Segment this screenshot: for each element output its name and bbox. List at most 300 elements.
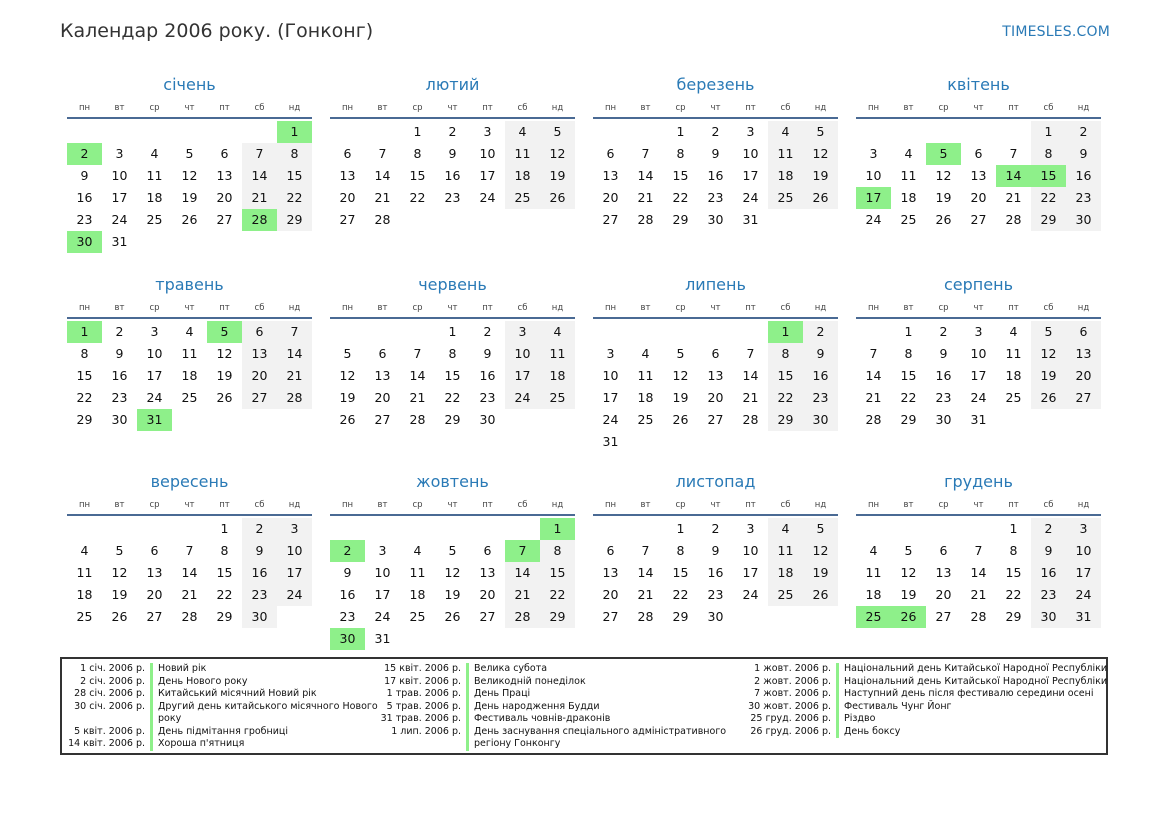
day-cell: 23 (111, 390, 128, 405)
day-cell: 23 (444, 190, 461, 205)
day-cell: 10 (111, 168, 128, 183)
empty-cell (663, 321, 698, 343)
weekday-label: нд (288, 303, 301, 313)
day-cell: 13 (1066, 343, 1101, 365)
day-cell: 25 (768, 187, 803, 209)
weekday-label: ср (412, 500, 423, 510)
weekday-label: ср (149, 103, 160, 113)
empty-cell (330, 518, 365, 540)
weekday-header (67, 499, 312, 516)
day-cell: 28 (277, 387, 312, 409)
month-7 (593, 274, 838, 471)
day-cell: 20 (242, 365, 277, 387)
legend-item (380, 726, 726, 751)
weekday-label: ср (938, 500, 949, 510)
day-cell: 18 (1005, 368, 1022, 383)
weekday-label: сб (780, 500, 791, 510)
empty-cell (961, 121, 996, 143)
day-cell: 4 (505, 121, 540, 143)
day-cell: 3 (746, 521, 755, 536)
legend-holiday-name (158, 663, 206, 676)
weekday-label: чт (710, 303, 721, 313)
days-grid (856, 518, 1101, 628)
weekday-label: чт (973, 303, 984, 313)
day-cell: 21 (865, 390, 882, 405)
empty-cell (593, 321, 628, 343)
legend-date: 14 квіт. 2006 р. (68, 738, 145, 749)
day-cell: 9 (803, 343, 838, 365)
weekday-label: пн (604, 500, 617, 510)
empty-cell (856, 321, 891, 343)
weekday-label: чт (447, 500, 458, 510)
day-cell: 25 (505, 187, 540, 209)
day-cell: 21 (242, 187, 277, 209)
month-name: жовтень (416, 472, 489, 491)
empty-cell (505, 518, 540, 540)
day-cell: 16 (803, 365, 838, 387)
day-cell: 18 (540, 365, 575, 387)
day-cell: 29 (444, 412, 461, 427)
legend-column (380, 663, 726, 751)
day-cell: 23 (1066, 187, 1101, 209)
day-cell: 24 (602, 412, 619, 427)
day-cell: 28 (637, 609, 654, 624)
weekday-header (856, 302, 1101, 319)
day-cell: 28 (505, 606, 540, 628)
day-cell: 5 (343, 346, 352, 361)
day-cell: 17 (742, 565, 759, 580)
day-cell: 24 (111, 212, 128, 227)
empty-cell (593, 518, 628, 540)
legend-holiday-name (158, 726, 288, 739)
weekday-label: ср (675, 500, 686, 510)
weekday-label: нд (288, 103, 301, 113)
month-name: вересень (150, 472, 229, 491)
day-cell: 10 (277, 540, 312, 562)
day-cell: 21 (505, 584, 540, 606)
legend-holiday-name (158, 738, 244, 751)
day-cell: 30 (330, 628, 365, 650)
day-cell: 29 (672, 609, 689, 624)
day-cell: 29 (76, 412, 93, 427)
day-cell: 25 (409, 609, 426, 624)
day-cell: 11 (900, 168, 917, 183)
day-cell: 26 (672, 412, 689, 427)
day-cell: 6 (606, 146, 615, 161)
legend-name-line: Велика субота (474, 663, 548, 674)
day-cell: 7 (242, 143, 277, 165)
day-cell: 20 (602, 190, 619, 205)
day-cell: 25 (540, 387, 575, 409)
day-cell: 2 (483, 324, 492, 339)
weekday-label: вт (114, 500, 125, 510)
day-cell: 18 (900, 190, 917, 205)
day-cell: 27 (242, 387, 277, 409)
day-cell: 22 (540, 584, 575, 606)
month-name: липень (685, 275, 746, 294)
day-cell: 4 (80, 543, 89, 558)
day-cell: 19 (339, 390, 356, 405)
day-cell: 17 (479, 168, 496, 183)
day-cell: 2 (242, 518, 277, 540)
day-cell: 21 (409, 390, 426, 405)
day-cell: 22 (1031, 187, 1066, 209)
day-cell: 29 (540, 606, 575, 628)
day-cell: 24 (742, 587, 759, 602)
day-cell: 3 (869, 146, 878, 161)
day-cell: 30 (479, 412, 496, 427)
day-cell: 6 (939, 543, 948, 558)
day-cell: 9 (939, 346, 948, 361)
legend-column (66, 663, 378, 751)
legend-date: 1 лип. 2006 р. (391, 725, 461, 737)
day-cell: 7 (413, 346, 422, 361)
legend-holiday-name (474, 726, 726, 751)
holiday-marker (150, 688, 153, 701)
day-cell: 31 (1066, 606, 1101, 628)
legend-date: 17 квіт. 2006 р. (384, 675, 461, 687)
day-cell: 16 (707, 565, 724, 580)
day-cell: 28 (181, 609, 198, 624)
day-cell: 9 (1066, 143, 1101, 165)
day-cell: 9 (448, 146, 457, 161)
day-cell: 20 (602, 587, 619, 602)
day-cell: 19 (900, 587, 917, 602)
month-12 (856, 471, 1101, 668)
day-cell: 17 (277, 562, 312, 584)
empty-cell (172, 121, 207, 143)
days-grid (67, 121, 312, 253)
day-cell: 22 (672, 587, 689, 602)
legend-item (66, 701, 378, 726)
weekday-label: пн (604, 103, 617, 113)
calendar-grid (67, 74, 1103, 668)
legend-name-line: День підмітання гробниці (158, 725, 289, 737)
day-cell: 27 (1066, 387, 1101, 409)
weekday-label: пт (482, 500, 493, 510)
legend-item (380, 701, 726, 714)
day-cell: 3 (378, 543, 387, 558)
legend-name-line: День народження Будди (474, 700, 600, 712)
weekday-label: пн (341, 303, 354, 313)
day-cell: 5 (540, 121, 575, 143)
day-cell: 23 (1031, 584, 1066, 606)
empty-cell (961, 518, 996, 540)
day-cell: 4 (641, 346, 650, 361)
day-cell: 9 (242, 540, 277, 562)
weekday-header (67, 302, 312, 319)
holiday-legend (60, 657, 1108, 755)
day-cell: 15 (444, 368, 461, 383)
day-cell: 3 (1066, 518, 1101, 540)
day-cell: 18 (409, 587, 426, 602)
holiday-marker (466, 726, 469, 751)
day-cell: 12 (803, 143, 838, 165)
day-cell: 28 (865, 412, 882, 427)
day-cell: 1 (413, 124, 422, 139)
weekday-label: вт (377, 303, 388, 313)
day-cell: 2 (711, 124, 720, 139)
day-cell: 21 (277, 365, 312, 387)
month-4 (856, 74, 1101, 274)
day-cell: 1 (1009, 521, 1018, 536)
day-cell: 22 (444, 390, 461, 405)
day-cell: 12 (444, 565, 461, 580)
weekday-label: пт (1008, 303, 1019, 313)
day-cell: 4 (869, 543, 878, 558)
day-cell: 12 (900, 565, 917, 580)
day-cell: 26 (339, 412, 356, 427)
day-cell: 22 (900, 390, 917, 405)
day-cell: 13 (707, 368, 724, 383)
day-cell: 3 (277, 518, 312, 540)
day-cell: 3 (150, 324, 159, 339)
day-cell: 26 (444, 609, 461, 624)
day-cell: 14 (970, 565, 987, 580)
legend-name-line: Наступний день після фестивалю середини осені (844, 688, 1094, 699)
empty-cell (330, 321, 365, 343)
day-cell: 27 (935, 609, 952, 624)
day-cell: 27 (146, 609, 163, 624)
legend-name-line: Фестиваль човнів-драконів (474, 713, 611, 724)
day-cell: 13 (602, 168, 619, 183)
day-cell: 27 (707, 412, 724, 427)
legend-item (380, 688, 726, 701)
day-cell: 10 (602, 368, 619, 383)
day-cell: 8 (80, 346, 89, 361)
weekday-label: чт (710, 500, 721, 510)
day-cell: 12 (672, 368, 689, 383)
day-cell: 10 (1066, 540, 1101, 562)
day-cell: 24 (374, 609, 391, 624)
legend-name-line: День Праці (474, 688, 531, 699)
day-cell: 26 (540, 187, 575, 209)
day-cell: 17 (505, 365, 540, 387)
month-name: червень (418, 275, 487, 294)
day-cell: 10 (742, 543, 759, 558)
legend-date: 28 січ. 2006 р. (74, 688, 145, 699)
legend-item (66, 676, 378, 689)
legend-name-line: Національний день Китайської Народної Республіки (844, 663, 1108, 674)
weekday-label: вт (640, 500, 651, 510)
day-cell: 19 (672, 390, 689, 405)
day-cell: 11 (1005, 346, 1022, 361)
day-cell: 11 (768, 143, 803, 165)
day-cell: 14 (865, 368, 882, 383)
day-cell: 25 (146, 212, 163, 227)
month-name: квітень (947, 75, 1010, 94)
weekday-label: нд (551, 103, 564, 113)
days-grid (330, 121, 575, 231)
day-cell: 19 (540, 165, 575, 187)
day-cell: 14 (505, 562, 540, 584)
weekday-label: чт (973, 103, 984, 113)
empty-cell (102, 121, 137, 143)
empty-cell (996, 121, 1031, 143)
day-cell: 30 (935, 412, 952, 427)
legend-name-line: Другий день китайського місячного Нового (158, 700, 378, 712)
weekday-label: чт (184, 500, 195, 510)
days-grid (593, 121, 838, 231)
day-cell: 19 (1031, 365, 1066, 387)
weekday-label: пн (867, 103, 880, 113)
day-cell: 13 (374, 368, 391, 383)
weekday-label: пт (745, 500, 756, 510)
weekday-label: сб (1043, 303, 1054, 313)
day-cell: 11 (409, 565, 426, 580)
day-cell: 9 (483, 346, 492, 361)
day-cell: 10 (505, 343, 540, 365)
empty-cell (242, 121, 277, 143)
day-cell: 19 (444, 587, 461, 602)
site-link[interactable]: TIMESLES.COM (1002, 24, 1110, 40)
empty-cell (435, 518, 470, 540)
day-cell: 12 (181, 168, 198, 183)
day-cell: 22 (277, 187, 312, 209)
day-cell: 18 (637, 390, 654, 405)
day-cell: 20 (935, 587, 952, 602)
day-cell: 8 (768, 343, 803, 365)
day-cell: 26 (216, 390, 233, 405)
day-cell: 4 (768, 518, 803, 540)
legend-holiday-name (844, 663, 1107, 676)
day-cell: 13 (479, 565, 496, 580)
weekday-label: ср (412, 103, 423, 113)
day-cell: 28 (1005, 212, 1022, 227)
day-cell: 11 (637, 368, 654, 383)
day-cell: 1 (277, 121, 312, 143)
day-cell: 14 (637, 168, 654, 183)
weekday-label: сб (254, 103, 265, 113)
day-cell: 17 (856, 187, 891, 209)
empty-cell (856, 518, 891, 540)
weekday-label: пт (745, 103, 756, 113)
day-cell: 5 (676, 346, 685, 361)
day-cell: 7 (277, 321, 312, 343)
day-cell: 10 (742, 146, 759, 161)
day-cell: 13 (216, 168, 233, 183)
legend-date: 1 трав. 2006 р. (386, 688, 461, 699)
empty-cell (628, 121, 663, 143)
day-cell: 6 (242, 321, 277, 343)
weekday-label: вт (903, 103, 914, 113)
weekday-label: сб (780, 103, 791, 113)
day-cell: 28 (374, 212, 391, 227)
day-cell: 10 (374, 565, 391, 580)
day-cell: 20 (970, 190, 987, 205)
day-cell: 6 (483, 543, 492, 558)
weekday-label: нд (1077, 303, 1090, 313)
day-cell: 15 (672, 168, 689, 183)
month-11 (593, 471, 838, 668)
holiday-marker (466, 676, 469, 689)
weekday-label: ср (412, 303, 423, 313)
day-cell: 15 (409, 168, 426, 183)
weekday-label: чт (184, 303, 195, 313)
legend-holiday-name (474, 701, 600, 714)
legend-name-line: Різдво (844, 713, 876, 724)
legend-date: 26 груд. 2006 р. (750, 725, 831, 737)
day-cell: 17 (970, 368, 987, 383)
day-cell: 29 (900, 412, 917, 427)
weekday-label: пт (219, 303, 230, 313)
legend-date: 1 жовт. 2006 р. (754, 663, 831, 674)
day-cell: 26 (803, 584, 838, 606)
day-cell: 6 (378, 346, 387, 361)
day-cell: 7 (505, 540, 540, 562)
day-cell: 1 (1031, 121, 1066, 143)
weekday-label: вт (377, 500, 388, 510)
legend-item (66, 688, 378, 701)
day-cell: 5 (207, 321, 242, 343)
day-cell: 12 (540, 143, 575, 165)
holiday-marker (150, 701, 153, 726)
day-cell: 8 (1031, 143, 1066, 165)
day-cell: 23 (707, 587, 724, 602)
day-cell: 16 (444, 168, 461, 183)
day-cell: 7 (185, 543, 194, 558)
day-cell: 15 (540, 562, 575, 584)
day-cell: 25 (900, 212, 917, 227)
legend-date: 2 жовт. 2006 р. (754, 675, 831, 687)
legend-name-line: День боксу (844, 725, 901, 737)
day-cell: 26 (891, 606, 926, 628)
legend-name-line: Національний день Китайської Народної Республіки (844, 675, 1108, 687)
weekday-label: вт (114, 103, 125, 113)
weekday-label: сб (1043, 500, 1054, 510)
day-cell: 18 (76, 587, 93, 602)
day-cell: 20 (1066, 365, 1101, 387)
legend-name-line: День Нового року (158, 675, 248, 687)
weekday-label: ср (938, 303, 949, 313)
weekday-label: вт (377, 103, 388, 113)
empty-cell (891, 518, 926, 540)
day-cell: 31 (602, 434, 619, 449)
day-cell: 27 (970, 212, 987, 227)
day-cell: 4 (904, 146, 913, 161)
holiday-marker (466, 701, 469, 714)
page-title: Календар 2006 року. (Гонконг) (60, 20, 374, 42)
day-cell: 26 (935, 212, 952, 227)
day-cell: 2 (448, 124, 457, 139)
day-cell: 19 (803, 562, 838, 584)
day-cell: 17 (1066, 562, 1101, 584)
legend-date: 2 січ. 2006 р. (80, 675, 145, 687)
day-cell: 27 (479, 609, 496, 624)
holiday-marker (150, 663, 153, 676)
day-cell: 5 (904, 543, 913, 558)
legend-name-line: Китайський місячний Новий рік (158, 688, 317, 699)
day-cell: 29 (1005, 609, 1022, 624)
day-cell: 21 (637, 190, 654, 205)
day-cell: 7 (746, 346, 755, 361)
day-cell: 13 (970, 168, 987, 183)
day-cell: 18 (865, 587, 882, 602)
empty-cell (102, 518, 137, 540)
day-cell: 5 (185, 146, 194, 161)
empty-cell (400, 518, 435, 540)
day-cell: 13 (146, 565, 163, 580)
day-cell: 7 (641, 543, 650, 558)
day-cell: 28 (242, 209, 277, 231)
weekday-label: ср (675, 303, 686, 313)
weekday-label: ср (149, 303, 160, 313)
day-cell: 30 (1031, 606, 1066, 628)
day-cell: 7 (641, 146, 650, 161)
day-cell: 1 (448, 324, 457, 339)
weekday-label: сб (517, 500, 528, 510)
weekday-label: чт (710, 103, 721, 113)
